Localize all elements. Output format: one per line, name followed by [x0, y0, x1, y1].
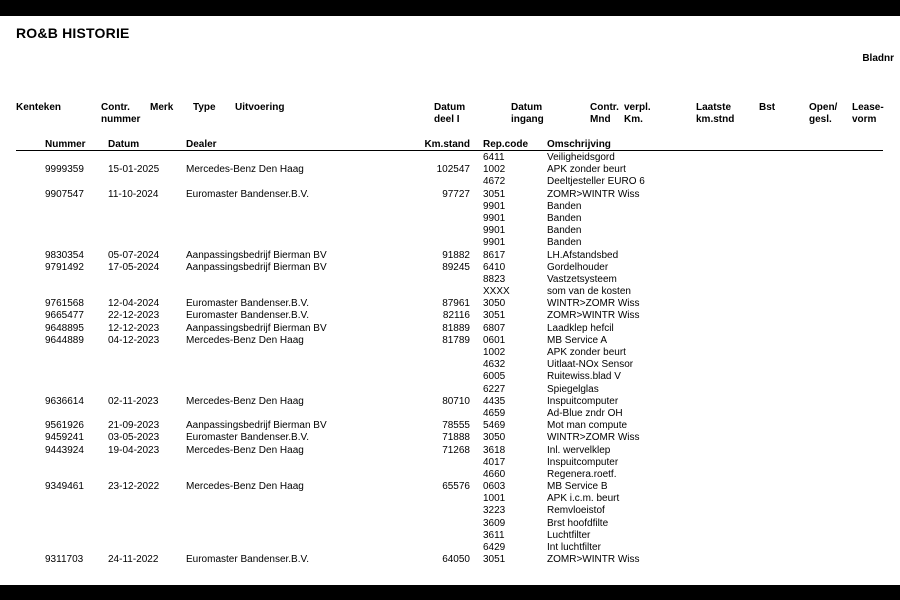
cell-omschrijving: Deeltjesteller EURO 6	[547, 176, 645, 188]
cell-omschrijving: Mot man compute	[547, 420, 628, 432]
table-row	[0, 201, 900, 213]
cell-datum: 12-12-2023	[108, 322, 160, 334]
header-divider	[16, 150, 883, 151]
cell-repcode: 1002	[483, 347, 506, 358]
cell-dealer: Aanpassingsbedrijf Bierman BV	[186, 322, 327, 334]
history-table-body	[0, 152, 900, 566]
cell-kmstand: 65576	[442, 481, 470, 493]
cell-datum: 12-04-2024	[108, 298, 160, 310]
cell-repcode: 4660	[483, 468, 506, 480]
cell-nummer: 9443924	[45, 444, 84, 456]
cell-omschrijving: Inspuitcomputer	[547, 456, 619, 468]
cell-repcode: 8617	[483, 249, 506, 261]
table-row	[0, 298, 900, 310]
cell-nummer: 9761568	[45, 298, 84, 310]
cell-omschrijving: APK i.c.m. beurt	[547, 493, 620, 505]
cell-datum: 21-09-2023	[108, 420, 160, 432]
table-row	[0, 371, 900, 383]
header-type: Type	[193, 102, 216, 113]
cell-omschrijving: Inl. wervelklep	[547, 444, 611, 456]
cell-dealer: Aanpassingsbedrijf Bierman BV	[186, 420, 327, 432]
subheader-kmstand: Km.stand	[424, 139, 470, 150]
table-row	[0, 408, 900, 420]
table-row	[0, 237, 900, 249]
cell-datum: 11-10-2024	[108, 188, 159, 200]
table-row	[0, 359, 900, 371]
cell-dealer: Mercedes-Benz Den Haag	[186, 444, 304, 456]
cell-omschrijving: ZOMR>WINTR Wiss	[547, 310, 640, 322]
cell-datum: 22-12-2023	[108, 310, 160, 322]
table-row	[0, 176, 900, 188]
cell-repcode: 6807	[483, 322, 506, 334]
cell-repcode: 3051	[483, 554, 506, 566]
table-row	[0, 432, 900, 444]
table-row	[0, 225, 900, 237]
cell-repcode: 6429	[483, 542, 506, 553]
cell-dealer: Mercedes-Benz Den Haag	[186, 334, 304, 346]
cell-kmstand: 91882	[442, 249, 470, 261]
cell-repcode: 6410	[483, 261, 506, 273]
table-row	[0, 469, 900, 481]
cell-omschrijving: WINTR>ZOMR Wiss	[547, 432, 640, 444]
cell-kmstand: 71268	[442, 444, 470, 456]
cell-omschrijving: Brst hoofdfilte	[547, 517, 609, 529]
cell-omschrijving: Int luchtfilter	[547, 542, 601, 553]
cell-omschrijving: Spiegelglas	[547, 383, 599, 395]
table-row	[0, 189, 900, 201]
cell-nummer: 9349461	[45, 481, 84, 493]
header-datum-ingang: Datum ingang	[511, 102, 544, 125]
header-bst: Bst	[759, 102, 776, 113]
subheader-nummer: Nummer	[45, 139, 86, 150]
cell-repcode: 0601	[483, 334, 506, 346]
cell-dealer: Euromaster Bandenser.B.V.	[186, 298, 310, 310]
history-page	[0, 16, 900, 585]
cell-datum: 19-04-2023	[108, 444, 160, 456]
cell-nummer: 9648895	[45, 322, 84, 334]
cell-omschrijving: WINTR>ZOMR Wiss	[547, 298, 640, 310]
cell-omschrijving: ZOMR>WINTR Wiss	[547, 188, 640, 200]
cell-kmstand: 89245	[442, 261, 470, 273]
cell-kmstand: 81889	[442, 322, 470, 334]
cell-repcode: 4017	[483, 456, 506, 468]
cell-omschrijving: Luchtfilter	[547, 529, 591, 541]
cell-omschrijving: LH.Afstandsbed	[547, 249, 619, 261]
cell-dealer: Aanpassingsbedrijf Bierman BV	[186, 261, 327, 273]
cell-kmstand: 78555	[442, 420, 470, 432]
subheader-omschrijving: Omschrijving	[547, 139, 611, 150]
cell-repcode: 4632	[483, 359, 506, 371]
cell-datum: 03-05-2023	[108, 432, 160, 444]
page-number-label: Bladnr	[862, 53, 894, 64]
cell-nummer: 9999359	[45, 164, 84, 176]
cell-repcode: 9901	[483, 200, 506, 212]
cell-kmstand: 71888	[442, 432, 470, 444]
cell-omschrijving: MB Service A	[547, 334, 608, 346]
cell-repcode: 9901	[483, 212, 506, 224]
cell-omschrijving: Ruitewiss.blad V	[547, 371, 621, 383]
header-contr-nummer: Contr. nummer	[101, 102, 141, 125]
table-row	[0, 445, 900, 457]
cell-datum: 17-05-2024	[108, 261, 160, 273]
cell-datum: 05-07-2024	[108, 249, 160, 261]
cell-datum: 24-11-2022	[108, 554, 159, 566]
cell-omschrijving: Inspuitcomputer	[547, 395, 619, 407]
header-kenteken: Kenteken	[16, 102, 62, 113]
cell-repcode: 3050	[483, 298, 506, 310]
cell-dealer: Aanpassingsbedrijf Bierman BV	[186, 249, 327, 261]
table-row	[0, 250, 900, 262]
table-row	[0, 542, 900, 554]
table-row	[0, 505, 900, 517]
cell-omschrijving: Remvloeistof	[547, 505, 605, 517]
table-row	[0, 262, 900, 274]
cell-datum: 04-12-2023	[108, 334, 160, 346]
cell-kmstand: 87961	[442, 298, 470, 310]
cell-dealer: Euromaster Bandenser.B.V.	[186, 310, 310, 322]
cell-nummer: 9636614	[45, 395, 84, 407]
table-row	[0, 554, 900, 566]
table-row	[0, 213, 900, 225]
cell-kmstand: 97727	[442, 188, 470, 200]
cell-omschrijving: Banden	[547, 237, 582, 249]
table-row	[0, 384, 900, 396]
cell-omschrijving: Regenera.roetf.	[547, 468, 617, 480]
cell-nummer: 9459241	[45, 432, 84, 444]
cell-dealer: Mercedes-Benz Den Haag	[186, 164, 304, 176]
cell-omschrijving: APK zonder beurt	[547, 347, 626, 358]
cell-kmstand: 80710	[442, 395, 470, 407]
cell-omschrijving: Ad-Blue zndr OH	[547, 407, 623, 419]
cell-omschrijving: Vastzetsysteem	[547, 273, 617, 285]
header-open-gesl: Open/ gesl.	[809, 102, 838, 125]
cell-datum: 15-01-2025	[108, 164, 160, 176]
header-merk: Merk	[150, 102, 174, 113]
table-row	[0, 310, 900, 322]
subheader-dealer: Dealer	[186, 139, 217, 150]
cell-omschrijving: MB Service B	[547, 481, 608, 493]
cell-repcode: 3051	[483, 310, 506, 322]
table-row	[0, 396, 900, 408]
cell-dealer: Euromaster Bandenser.B.V.	[186, 432, 310, 444]
cell-nummer: 9791492	[45, 261, 84, 273]
table-row	[0, 164, 900, 176]
cell-repcode: 1001	[483, 493, 506, 505]
cell-nummer: 9311703	[45, 554, 84, 566]
cell-repcode: 3618	[483, 444, 506, 456]
cell-nummer: 9665477	[45, 310, 84, 322]
cell-dealer: Euromaster Bandenser.B.V.	[186, 188, 310, 200]
cell-omschrijving: Banden	[547, 200, 582, 212]
table-row	[0, 530, 900, 542]
header-datum-deel: Datum deel I	[434, 102, 466, 125]
header-uitvoering: Uitvoering	[235, 102, 285, 113]
cell-repcode: 4435	[483, 395, 506, 407]
table-row	[0, 152, 900, 164]
cell-kmstand: 82116	[442, 310, 470, 322]
cell-omschrijving: Veiligheidsgord	[547, 152, 615, 163]
cell-repcode: 6005	[483, 371, 506, 383]
subheader-datum: Datum	[108, 139, 140, 150]
cell-repcode: 3223	[483, 505, 506, 517]
cell-dealer: Mercedes-Benz Den Haag	[186, 395, 304, 407]
cell-nummer: 9561926	[45, 420, 84, 432]
cell-omschrijving: APK zonder beurt	[547, 164, 626, 176]
table-row	[0, 274, 900, 286]
table-row	[0, 347, 900, 359]
cell-nummer: 9830354	[45, 249, 84, 261]
cell-omschrijving: Uitlaat-NOx Sensor	[547, 359, 634, 371]
cell-omschrijving: som van de kosten	[547, 286, 631, 298]
cell-repcode: 6411	[483, 152, 505, 163]
table-row	[0, 335, 900, 347]
cell-omschrijving: Laadklep hefcil	[547, 322, 614, 334]
table-row	[0, 286, 900, 298]
cell-repcode: 3611	[483, 529, 505, 541]
cell-kmstand: 102547	[436, 164, 470, 176]
cell-repcode: 3050	[483, 432, 506, 444]
table-row	[0, 323, 900, 335]
header-lease-vorm: Lease- vorm	[852, 102, 884, 125]
cell-dealer: Euromaster Bandenser.B.V.	[186, 554, 310, 566]
table-row	[0, 493, 900, 505]
cell-nummer: 9907547	[45, 188, 84, 200]
cell-repcode: 1002	[483, 164, 506, 176]
cell-repcode: 4659	[483, 407, 506, 419]
cell-omschrijving: ZOMR>WINTR Wiss	[547, 554, 640, 566]
header-verpl-km: verpl. Km.	[624, 102, 651, 125]
cell-repcode: 5469	[483, 420, 506, 432]
page-title: RO&B HISTORIE	[16, 25, 130, 41]
cell-repcode: 6227	[483, 383, 506, 395]
cell-datum: 23-12-2022	[108, 481, 160, 493]
subheader-repcode: Rep.code	[483, 139, 529, 150]
cell-dealer: Mercedes-Benz Den Haag	[186, 481, 304, 493]
cell-repcode: 0603	[483, 481, 506, 493]
cell-omschrijving: Banden	[547, 212, 582, 224]
cell-kmstand: 81789	[442, 334, 470, 346]
header-contr-mnd: Contr. Mnd	[590, 102, 619, 125]
cell-repcode: 9901	[483, 237, 506, 249]
cell-omschrijving: Banden	[547, 225, 582, 237]
table-row	[0, 481, 900, 493]
cell-datum: 02-11-2023	[108, 395, 159, 407]
cell-repcode: 9901	[483, 225, 506, 237]
header-laatste-km: Laatste km.stnd	[696, 102, 735, 125]
table-row	[0, 518, 900, 530]
cell-repcode: XXXX	[483, 286, 510, 298]
cell-repcode: 3051	[483, 188, 506, 200]
cell-kmstand: 64050	[442, 554, 470, 566]
cell-repcode: 3609	[483, 517, 506, 529]
cell-repcode: 8823	[483, 273, 506, 285]
cell-nummer: 9644889	[45, 334, 84, 346]
table-row	[0, 457, 900, 469]
cell-omschrijving: Gordelhouder	[547, 261, 609, 273]
cell-repcode: 4672	[483, 176, 506, 188]
table-row	[0, 420, 900, 432]
